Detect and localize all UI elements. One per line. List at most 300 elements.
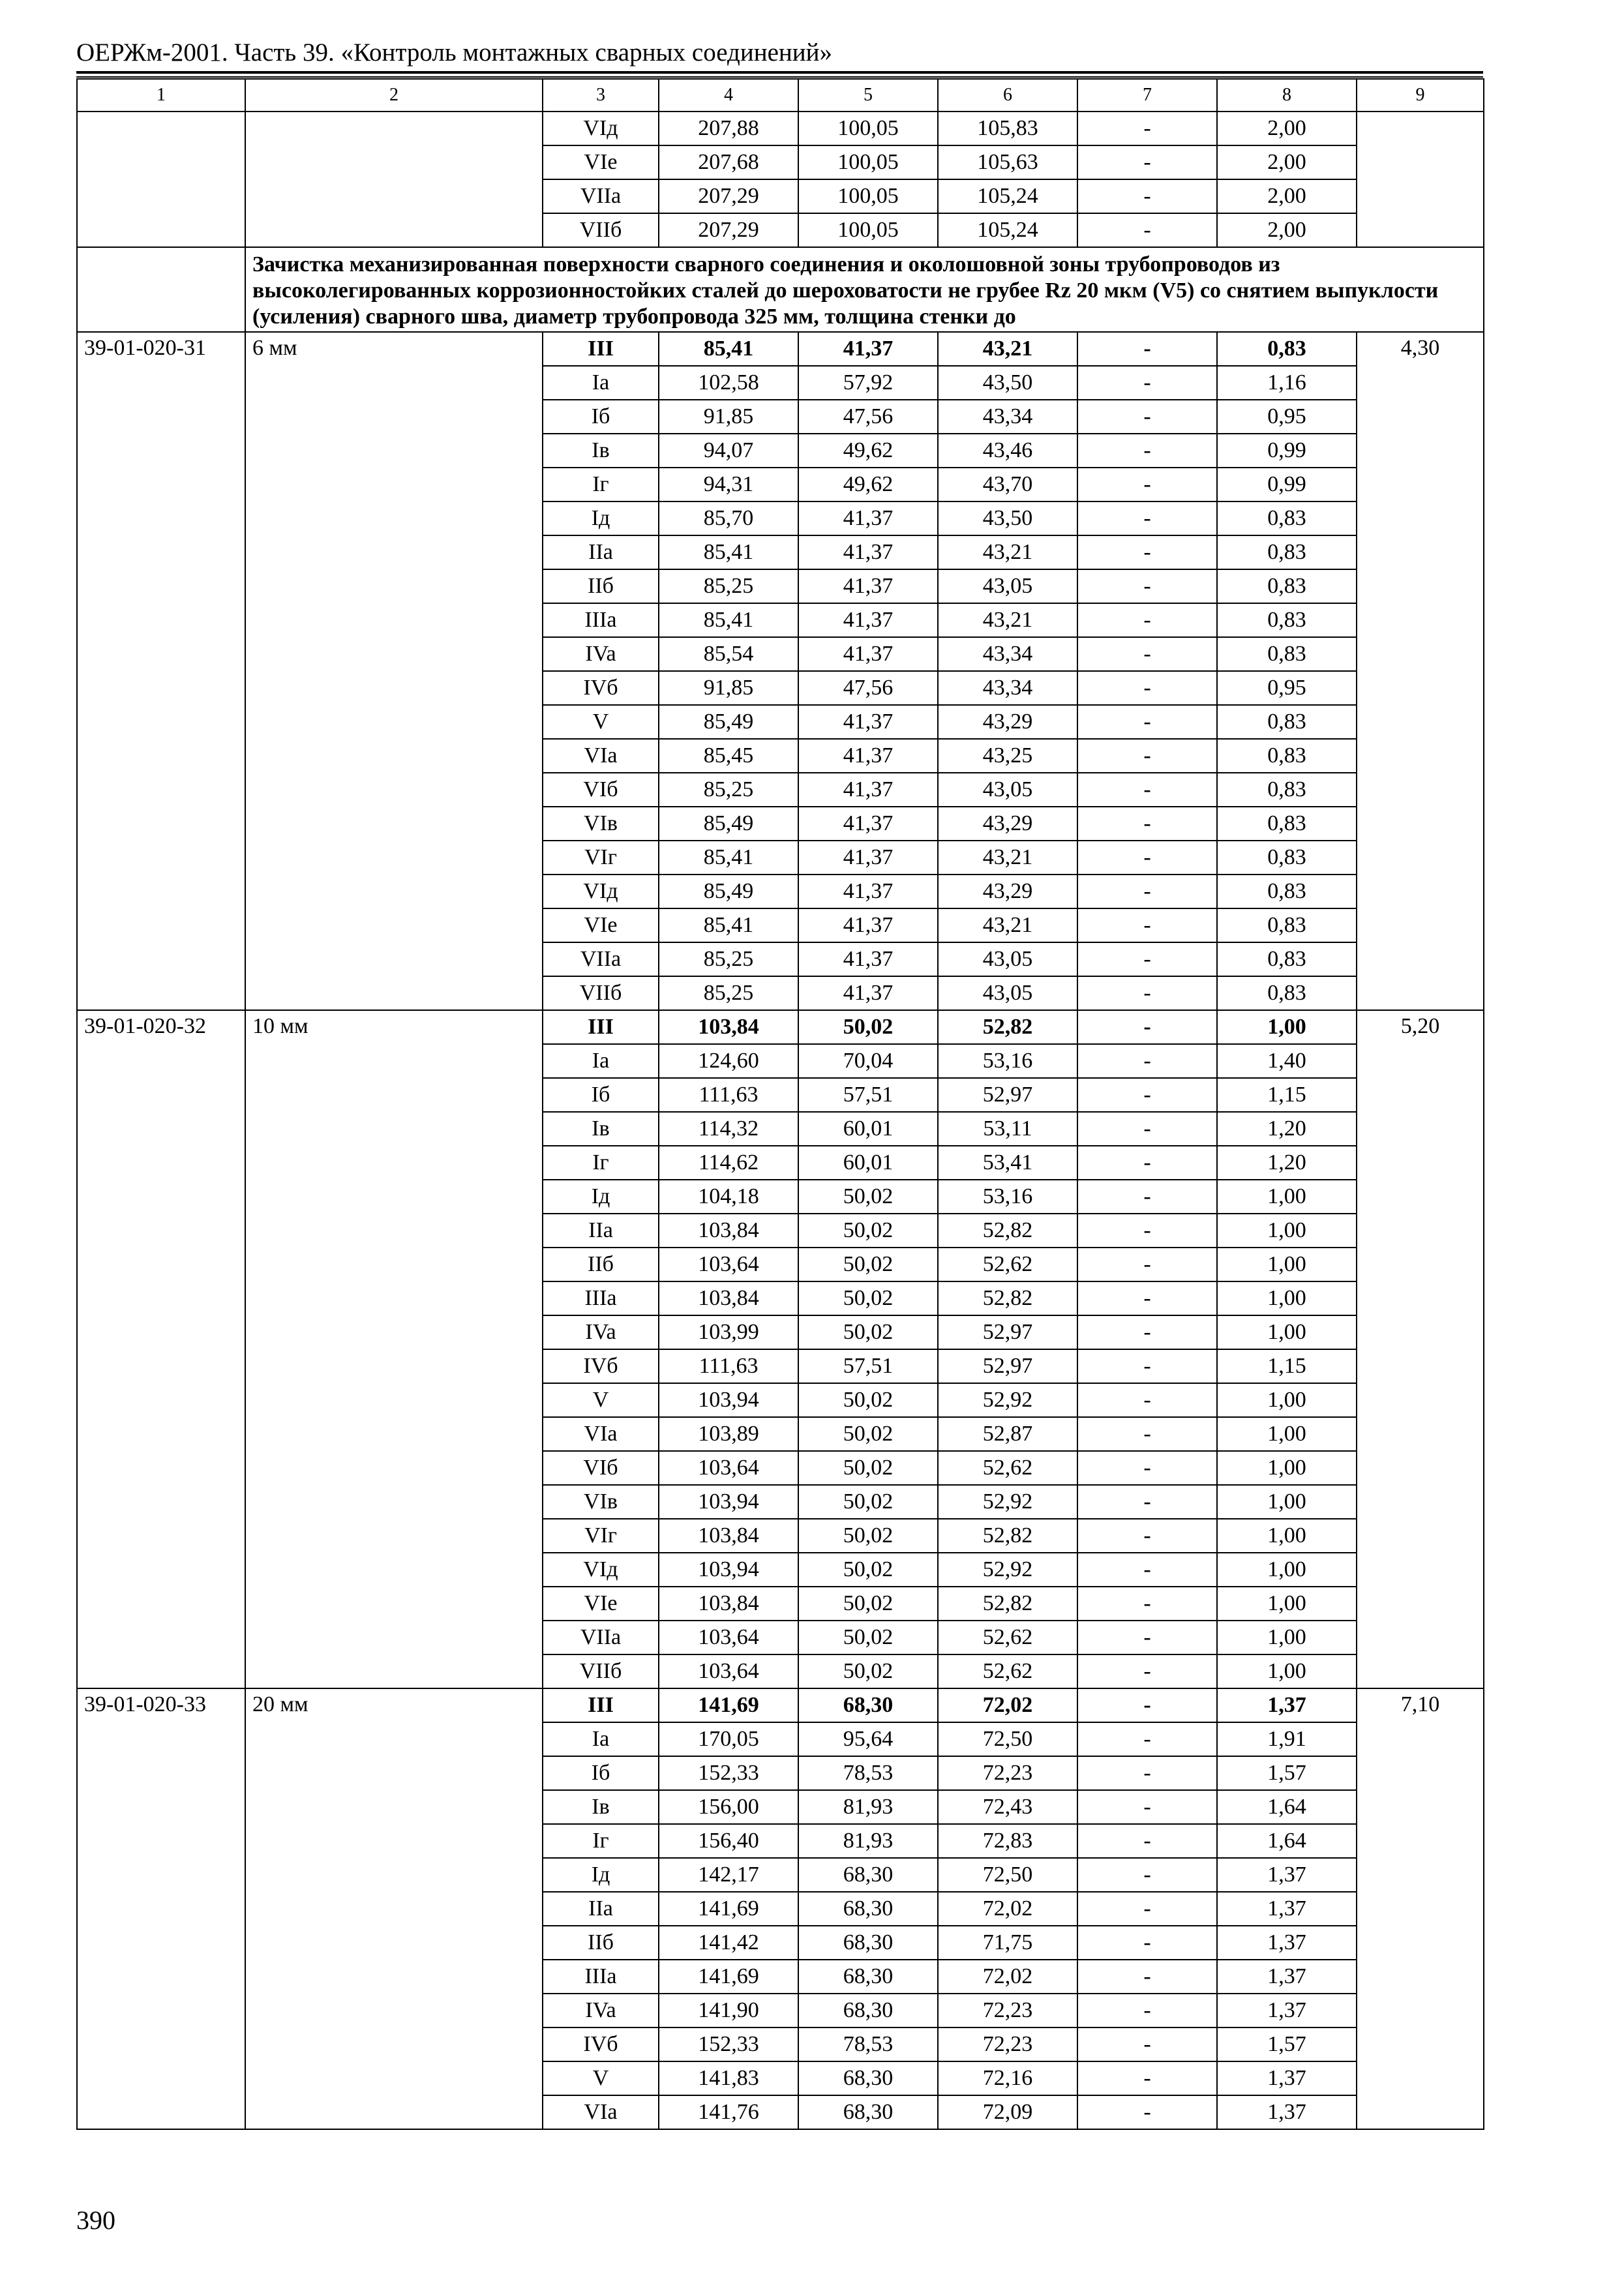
wages-cell: 50,02 [798,1587,938,1621]
total-cost-cell: 111,63 [659,1349,798,1383]
machines-cell: 52,92 [938,1553,1077,1587]
machines-cell: 53,41 [938,1146,1077,1180]
labor-cell: 1,00 [1217,1553,1357,1587]
labor-cell: 1,64 [1217,1790,1357,1824]
labor-cell: 0,83 [1217,976,1357,1010]
wages-cell: 50,02 [798,1485,938,1519]
labor-cell: 1,00 [1217,1417,1357,1451]
labor-cell: 1,15 [1217,1349,1357,1383]
section-description: Зачистка механизированная поверхности сварного соединения и околошовной зоны трубопроводов из высоколегированных коррозионностойких сталей до шероховатости не грубее Rz 20 мкм (V5) со снятием выпуклости (усиления) сварного шва, диаметр трубопровода 325 мм, толщина стенки до [245,247,1484,332]
labor-cell: 1,00 [1217,1587,1357,1621]
rate-class-cell: VIe [543,908,659,942]
materials-cell: - [1077,1451,1217,1485]
rate-class-cell: VIд [543,1553,659,1587]
machines-cell: 43,21 [938,535,1077,569]
machines-cell: 43,05 [938,773,1077,807]
column-number: 4 [659,79,798,112]
labor-cell: 1,37 [1217,2061,1357,2095]
materials-cell: - [1077,2027,1217,2061]
machines-cell: 43,05 [938,569,1077,603]
total-cost-cell: 85,25 [659,569,798,603]
wages-cell: 50,02 [798,1010,938,1044]
total-cost-cell: 103,84 [659,1587,798,1621]
machines-cell: 52,87 [938,1417,1077,1451]
machines-cell: 43,21 [938,841,1077,875]
wages-cell: 57,51 [798,1349,938,1383]
category-cell: 7,10 [1357,1688,1484,2129]
labor-cell: 1,37 [1217,1960,1357,1994]
machines-cell: 52,62 [938,1451,1077,1485]
labor-cell: 1,91 [1217,1722,1357,1756]
total-cost-cell: 103,64 [659,1248,798,1281]
materials-cell: - [1077,1553,1217,1587]
materials-cell: - [1077,671,1217,705]
total-cost-cell: 103,89 [659,1417,798,1451]
machines-cell: 52,62 [938,1621,1077,1654]
rate-class-cell: VIIб [543,1654,659,1688]
total-cost-cell: 103,64 [659,1654,798,1688]
total-cost-cell: 85,41 [659,603,798,637]
rate-class-cell: IIIa [543,603,659,637]
code-cell [77,112,245,247]
total-cost-cell: 103,84 [659,1214,798,1248]
materials-cell: - [1077,332,1217,366]
materials-cell: - [1077,942,1217,976]
wages-cell: 81,93 [798,1790,938,1824]
rate-class-cell: Ia [543,1044,659,1078]
rate-class-cell: VIIб [543,976,659,1010]
materials-cell: - [1077,637,1217,671]
materials-cell: - [1077,145,1217,179]
machines-cell: 105,63 [938,145,1077,179]
materials-cell: - [1077,434,1217,468]
machines-cell: 53,11 [938,1112,1077,1146]
materials-cell: - [1077,1519,1217,1553]
machines-cell: 72,23 [938,1756,1077,1790]
machines-cell: 72,23 [938,1994,1077,2027]
machines-cell: 43,05 [938,976,1077,1010]
page-number: 390 [76,2206,115,2235]
wages-cell: 41,37 [798,332,938,366]
total-cost-cell: 114,32 [659,1112,798,1146]
category-cell: 4,30 [1357,332,1484,1010]
wages-cell: 50,02 [798,1417,938,1451]
wages-cell: 50,02 [798,1383,938,1417]
total-cost-cell: 85,49 [659,807,798,841]
labor-cell: 1,37 [1217,2095,1357,2129]
rate-class-cell: Iг [543,1146,659,1180]
machines-cell: 43,25 [938,739,1077,773]
wages-cell: 57,92 [798,366,938,400]
labor-cell: 1,37 [1217,1688,1357,1722]
thickness-cell [245,112,543,247]
labor-cell: 1,00 [1217,1214,1357,1248]
materials-cell: - [1077,705,1217,739]
materials-cell: - [1077,468,1217,501]
labor-cell: 0,83 [1217,637,1357,671]
machines-cell: 72,50 [938,1722,1077,1756]
total-cost-cell: 85,25 [659,773,798,807]
machines-cell: 43,21 [938,908,1077,942]
rate-class-cell: Ia [543,1722,659,1756]
labor-cell: 0,95 [1217,400,1357,434]
materials-cell: - [1077,773,1217,807]
wages-cell: 41,37 [798,501,938,535]
total-cost-cell: 152,33 [659,1756,798,1790]
materials-cell: - [1077,1994,1217,2027]
rate-class-cell: Iб [543,1756,659,1790]
machines-cell: 105,24 [938,179,1077,213]
rate-class-cell: VIe [543,145,659,179]
total-cost-cell: 85,41 [659,332,798,366]
labor-cell: 0,83 [1217,535,1357,569]
materials-cell: - [1077,1214,1217,1248]
materials-cell: - [1077,1383,1217,1417]
total-cost-cell: 85,25 [659,942,798,976]
machines-cell: 72,02 [938,1892,1077,1926]
rate-class-cell: Iв [543,434,659,468]
total-cost-cell: 152,33 [659,2027,798,2061]
materials-cell: - [1077,179,1217,213]
code-cell: 39-01-020-33 [77,1688,245,2129]
total-cost-cell: 141,42 [659,1926,798,1960]
labor-cell: 1,64 [1217,1824,1357,1858]
machines-cell: 43,29 [938,807,1077,841]
labor-cell: 0,83 [1217,875,1357,908]
total-cost-cell: 103,99 [659,1315,798,1349]
materials-cell: - [1077,1756,1217,1790]
wages-cell: 49,62 [798,468,938,501]
labor-cell: 2,00 [1217,179,1357,213]
materials-cell: - [1077,1248,1217,1281]
total-cost-cell: 207,29 [659,179,798,213]
wages-cell: 41,37 [798,739,938,773]
total-cost-cell: 170,05 [659,1722,798,1756]
total-cost-cell: 103,84 [659,1010,798,1044]
total-cost-cell: 85,70 [659,501,798,535]
materials-cell: - [1077,112,1217,145]
wages-cell: 41,37 [798,705,938,739]
column-number: 9 [1357,79,1484,112]
wages-cell: 50,02 [798,1315,938,1349]
machines-cell: 105,24 [938,213,1077,247]
machines-cell: 52,62 [938,1248,1077,1281]
table-row [77,112,1484,145]
wages-cell: 100,05 [798,112,938,145]
rate-class-cell: Iв [543,1112,659,1146]
materials-cell: - [1077,807,1217,841]
wages-cell: 81,93 [798,1824,938,1858]
total-cost-cell: 142,17 [659,1858,798,1892]
total-cost-cell: 103,94 [659,1553,798,1587]
total-cost-cell: 104,18 [659,1180,798,1214]
materials-cell: - [1077,908,1217,942]
machines-cell: 72,02 [938,1960,1077,1994]
machines-cell: 43,29 [938,705,1077,739]
rate-class-cell: IVa [543,1315,659,1349]
total-cost-cell: 85,49 [659,875,798,908]
wages-cell: 50,02 [798,1281,938,1315]
machines-cell: 71,75 [938,1926,1077,1960]
rate-class-cell: IVa [543,1994,659,2027]
wages-cell: 41,37 [798,976,938,1010]
labor-cell: 2,00 [1217,213,1357,247]
total-cost-cell: 103,84 [659,1281,798,1315]
rate-class-cell: IIa [543,1214,659,1248]
labor-cell: 0,83 [1217,807,1357,841]
thickness-cell: 20 мм [245,1688,543,2129]
wages-cell: 50,02 [798,1621,938,1654]
rate-class-cell: VIд [543,112,659,145]
column-number: 7 [1077,79,1217,112]
labor-cell: 1,37 [1217,1994,1357,2027]
machines-cell: 52,82 [938,1281,1077,1315]
wages-cell: 41,37 [798,569,938,603]
machines-cell: 72,50 [938,1858,1077,1892]
labor-cell: 1,15 [1217,1078,1357,1112]
wages-cell: 41,37 [798,535,938,569]
wages-cell: 50,02 [798,1214,938,1248]
table-body [77,79,1484,2129]
wages-cell: 47,56 [798,671,938,705]
machines-cell: 43,21 [938,332,1077,366]
rate-class-cell: VIe [543,1587,659,1621]
wages-cell: 50,02 [798,1654,938,1688]
labor-cell: 2,00 [1217,145,1357,179]
rate-class-cell: VIIa [543,942,659,976]
wages-cell: 41,37 [798,773,938,807]
column-number: 3 [543,79,659,112]
materials-cell: - [1077,213,1217,247]
machines-cell: 43,70 [938,468,1077,501]
materials-cell: - [1077,400,1217,434]
rate-class-cell: IVб [543,1349,659,1383]
labor-cell: 1,00 [1217,1010,1357,1044]
labor-cell: 0,83 [1217,332,1357,366]
category-cell: 5,20 [1357,1010,1484,1688]
wages-cell: 95,64 [798,1722,938,1756]
table-row-main [77,1688,1484,1722]
materials-cell: - [1077,501,1217,535]
total-cost-cell: 207,88 [659,112,798,145]
machines-cell: 43,50 [938,501,1077,535]
total-cost-cell: 141,90 [659,1994,798,2027]
section-description-row [77,247,1484,332]
labor-cell: 1,37 [1217,1858,1357,1892]
materials-cell: - [1077,1417,1217,1451]
total-cost-cell: 156,00 [659,1790,798,1824]
wages-cell: 50,02 [798,1248,938,1281]
wages-cell: 41,37 [798,637,938,671]
rate-class-cell: IVб [543,2027,659,2061]
wages-cell: 70,04 [798,1044,938,1078]
rate-class-cell: IIa [543,1892,659,1926]
wages-cell: 57,51 [798,1078,938,1112]
labor-cell: 1,00 [1217,1248,1357,1281]
machines-cell: 43,21 [938,603,1077,637]
machines-cell: 53,16 [938,1044,1077,1078]
materials-cell: - [1077,1587,1217,1621]
materials-cell: - [1077,603,1217,637]
total-cost-cell: 141,69 [659,1960,798,1994]
machines-cell: 43,50 [938,366,1077,400]
labor-cell: 1,57 [1217,1756,1357,1790]
materials-cell: - [1077,976,1217,1010]
rate-class-cell: VIб [543,1451,659,1485]
materials-cell: - [1077,1892,1217,1926]
total-cost-cell: 103,94 [659,1383,798,1417]
materials-cell: - [1077,1485,1217,1519]
labor-cell: 1,00 [1217,1281,1357,1315]
column-number: 2 [245,79,543,112]
column-number: 6 [938,79,1077,112]
thickness-cell: 10 мм [245,1010,543,1688]
materials-cell: - [1077,1112,1217,1146]
labor-cell: 2,00 [1217,112,1357,145]
rate-class-cell: Iг [543,1824,659,1858]
rate-class-cell: V [543,705,659,739]
wages-cell: 50,02 [798,1519,938,1553]
machines-cell: 52,82 [938,1214,1077,1248]
machines-cell: 52,82 [938,1587,1077,1621]
machines-cell: 43,05 [938,942,1077,976]
labor-cell: 1,00 [1217,1485,1357,1519]
rate-class-cell: Iд [543,501,659,535]
machines-cell: 72,02 [938,1688,1077,1722]
wages-cell: 49,62 [798,434,938,468]
total-cost-cell: 85,41 [659,841,798,875]
machines-cell: 72,16 [938,2061,1077,2095]
materials-cell: - [1077,2061,1217,2095]
rate-class-cell: VIIa [543,179,659,213]
wages-cell: 50,02 [798,1180,938,1214]
header-rule [76,71,1483,74]
machines-cell: 52,97 [938,1078,1077,1112]
rate-class-cell: Ia [543,366,659,400]
page-header: ОЕРЖм-2001. Часть 39. «Контроль монтажных сварных соединений» [76,38,832,67]
machines-cell: 52,82 [938,1010,1077,1044]
wages-cell: 41,37 [798,875,938,908]
wages-cell: 78,53 [798,2027,938,2061]
category-cell [1357,112,1484,247]
labor-cell: 1,00 [1217,1654,1357,1688]
labor-cell: 0,83 [1217,773,1357,807]
wages-cell: 60,01 [798,1146,938,1180]
machines-cell: 52,92 [938,1485,1077,1519]
wages-cell: 41,37 [798,603,938,637]
total-cost-cell: 103,64 [659,1451,798,1485]
total-cost-cell: 141,69 [659,1892,798,1926]
labor-cell: 0,83 [1217,841,1357,875]
wages-cell: 68,30 [798,1960,938,1994]
total-cost-cell: 207,29 [659,213,798,247]
total-cost-cell: 102,58 [659,366,798,400]
machines-cell: 43,29 [938,875,1077,908]
empty-cell [77,247,245,332]
column-number: 1 [77,79,245,112]
wages-cell: 68,30 [798,1892,938,1926]
labor-cell: 1,57 [1217,2027,1357,2061]
wages-cell: 41,37 [798,908,938,942]
machines-cell: 43,46 [938,434,1077,468]
materials-cell: - [1077,1688,1217,1722]
materials-cell: - [1077,1010,1217,1044]
wages-cell: 68,30 [798,1858,938,1892]
labor-cell: 0,99 [1217,434,1357,468]
total-cost-cell: 91,85 [659,400,798,434]
labor-cell: 0,83 [1217,942,1357,976]
wages-cell: 68,30 [798,1994,938,2027]
machines-cell: 52,82 [938,1519,1077,1553]
wages-cell: 100,05 [798,145,938,179]
total-cost-cell: 114,62 [659,1146,798,1180]
labor-cell: 0,83 [1217,569,1357,603]
rate-class-cell: Iв [543,1790,659,1824]
labor-cell: 1,20 [1217,1112,1357,1146]
rate-class-cell: III [543,1010,659,1044]
code-cell: 39-01-020-32 [77,1010,245,1688]
wages-cell: 47,56 [798,400,938,434]
total-cost-cell: 124,60 [659,1044,798,1078]
labor-cell: 0,83 [1217,705,1357,739]
wages-cell: 60,01 [798,1112,938,1146]
materials-cell: - [1077,841,1217,875]
wages-cell: 41,37 [798,841,938,875]
materials-cell: - [1077,1078,1217,1112]
rate-class-cell: VIa [543,739,659,773]
total-cost-cell: 94,07 [659,434,798,468]
column-number-row [77,79,1484,112]
rate-class-cell: IIa [543,535,659,569]
rate-class-cell: Iб [543,400,659,434]
labor-cell: 1,00 [1217,1383,1357,1417]
total-cost-cell: 85,41 [659,535,798,569]
rate-class-cell: III [543,1688,659,1722]
labor-cell: 1,00 [1217,1621,1357,1654]
rate-class-cell: Iд [543,1858,659,1892]
materials-cell: - [1077,1349,1217,1383]
materials-cell: - [1077,535,1217,569]
rate-class-cell: V [543,2061,659,2095]
rate-class-cell: VIIa [543,1621,659,1654]
header-rule-thin [76,76,1483,78]
rate-class-cell: IIб [543,569,659,603]
materials-cell: - [1077,1790,1217,1824]
machines-cell: 52,92 [938,1383,1077,1417]
labor-cell: 1,40 [1217,1044,1357,1078]
machines-cell: 52,97 [938,1349,1077,1383]
materials-cell: - [1077,1654,1217,1688]
rate-class-cell: IVa [543,637,659,671]
rate-class-cell: VIг [543,1519,659,1553]
rate-class-cell: VIд [543,875,659,908]
materials-cell: - [1077,2095,1217,2129]
rate-class-cell: VIa [543,1417,659,1451]
total-cost-cell: 85,49 [659,705,798,739]
machines-cell: 72,43 [938,1790,1077,1824]
rate-class-cell: IIIa [543,1281,659,1315]
code-cell: 39-01-020-31 [77,332,245,1010]
rate-class-cell: III [543,332,659,366]
materials-cell: - [1077,1044,1217,1078]
labor-cell: 0,83 [1217,739,1357,773]
rate-class-cell: VIв [543,807,659,841]
total-cost-cell: 141,76 [659,2095,798,2129]
labor-cell: 0,83 [1217,603,1357,637]
labor-cell: 1,00 [1217,1315,1357,1349]
machines-cell: 43,34 [938,637,1077,671]
machines-cell: 52,62 [938,1654,1077,1688]
